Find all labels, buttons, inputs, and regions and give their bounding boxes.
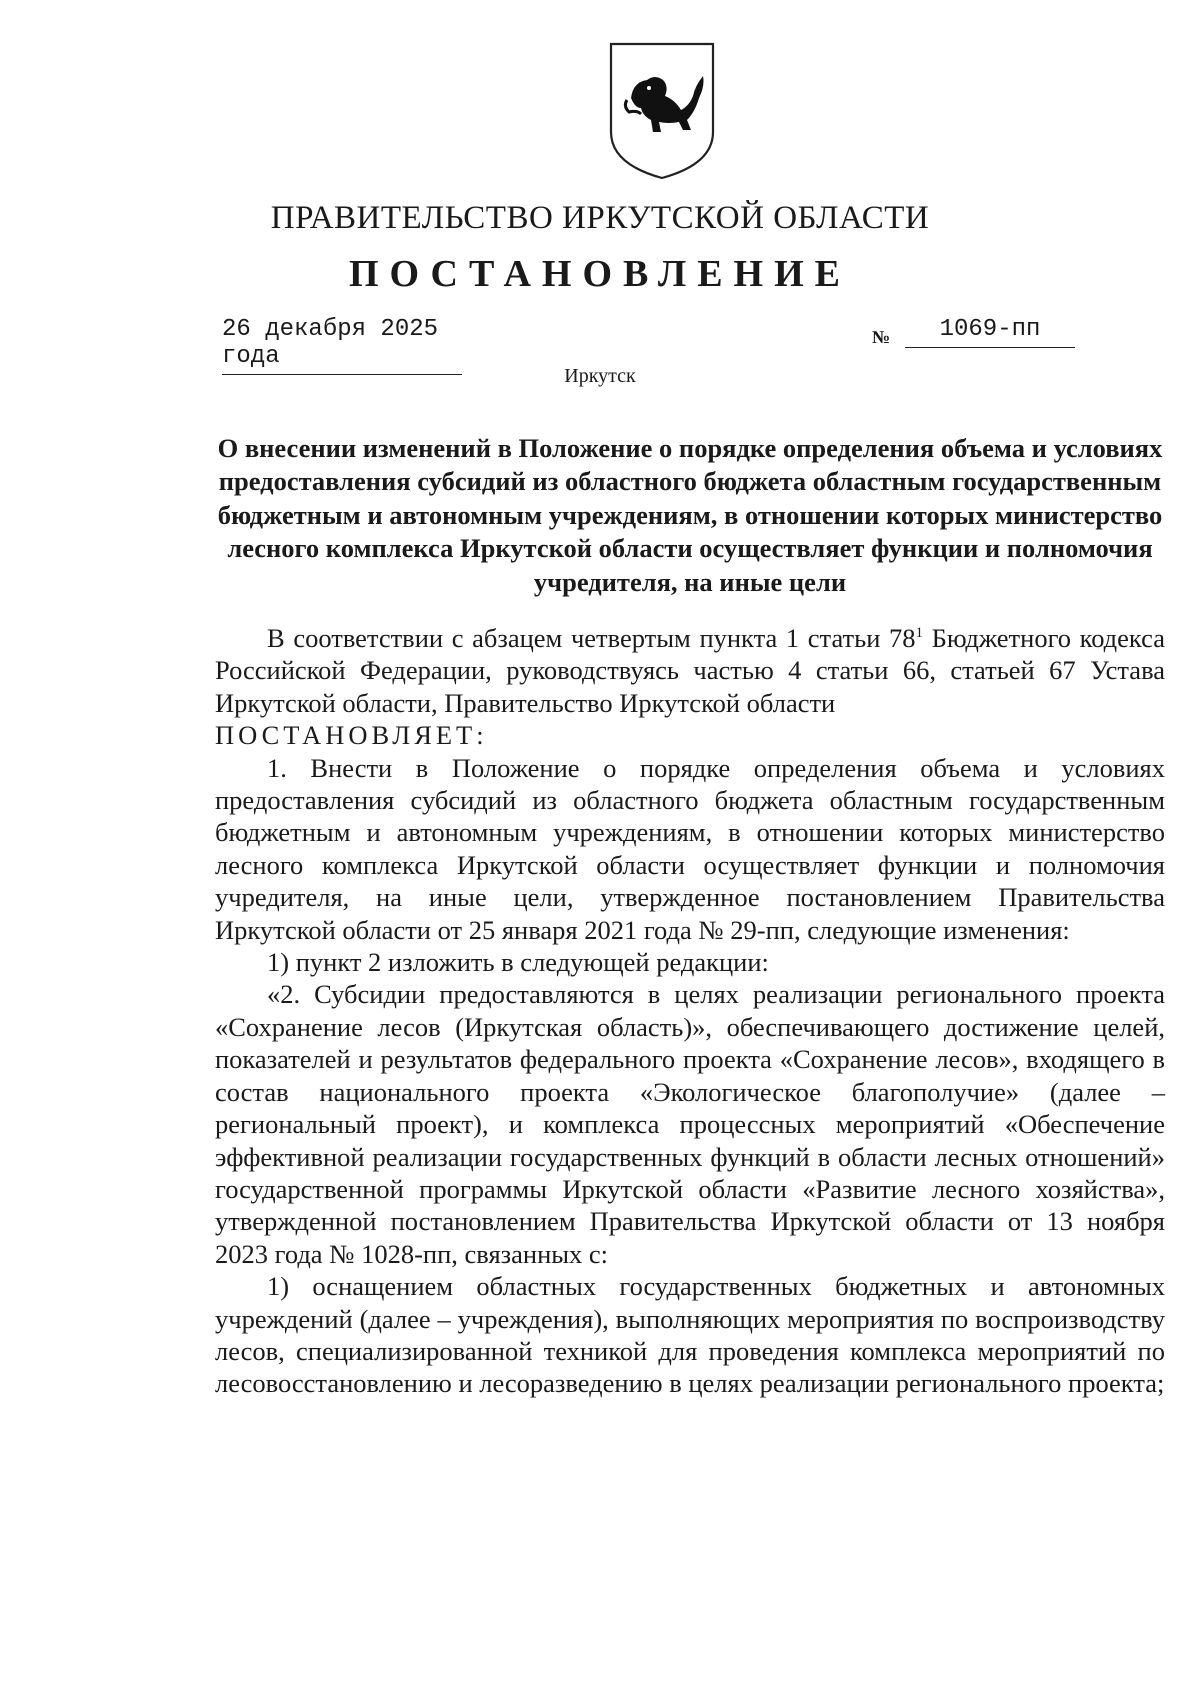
city: Иркутск bbox=[564, 365, 636, 387]
document-title: О внесении изменений в Положение о порядке определения объема и условиях предоставления субсидий из областного бюджета областным государственным бюджетным и автономным учреждениям, в отношении которых министерство лесного комплекса Иркутской области осуществляет функции и полномочия учредителя, на иные цели bbox=[217, 433, 1163, 597]
clause-1: 1. Внести в Положение о порядке определения объема и условиях предоставления субсидий из областного бюджета областным государственным бюджетным и автономным учреждениям, в отношении которых министерство лесного комплекса Иркутской области осуществляет функции и полномочия учредителя, на иные цели, утвержденное постановлением Правительства Иркутской области от 25 января 2021 года № 29-пп, следующие изменения: bbox=[215, 752, 1165, 945]
organization-name: ПРАВИТЕЛЬСТВО ИРКУТСКОЙ ОБЛАСТИ bbox=[270, 200, 930, 236]
clause-2-text: «2. Субсидии предоставляются в целях реализации регионального проекта «Сохранение лесов (Иркутская область)», обеспечивающего достижение целей, показателей и результатов федерального проекта «Сохранение лесов», входящего в состав национального проекта «Экологическое благополучие» (далее – региональный проект), и комплекса процессных мероприятий «Обеспечение эффективной реализации государственных функций в области лесных отношений» государственной программы Иркутской области «Развитие лесного хозяйства», утвержденной постановлением Правительства Иркутской области от 13 ноября 2023 года № 1028-пп, связанных с: bbox=[215, 979, 1165, 1269]
preamble-paragraph: В соответствии с абзацем четвертым пункта 1 статьи $78^1$ Бюджетного кодекса Российской Федерации, руководствуясь частью 4 статьи 66, статьей 67 Устава Иркутской области, Правительство Иркутской области bbox=[215, 623, 1165, 718]
document-number: 1069-пп bbox=[905, 316, 1075, 348]
document-type: ПОСТАНОВЛЕНИЕ bbox=[348, 253, 852, 295]
document-body bbox=[215, 622, 1165, 1400]
clause-1-sub-1: 1) пункт 2 изложить в следующей редакции: bbox=[267, 947, 769, 978]
superscript: 1 bbox=[915, 625, 924, 642]
document-date: 26 декабря 2025 года bbox=[222, 316, 462, 375]
number-sign: № bbox=[872, 327, 891, 347]
clause-2-sub-1: 1) оснащением областных государственных бюджетных и автономных учреждений (далее – учреждения), выполняющих мероприятия по воспроизводству лесов, специализированной техникой для проведения комплекса мероприятий по лесовосстановлению и лесоразведению в целях реализации регионального проекта; bbox=[215, 1271, 1165, 1399]
resolves-word: ПОСТАНОВЛЯЕТ: bbox=[215, 720, 488, 751]
coat-of-arms-icon bbox=[607, 40, 717, 182]
